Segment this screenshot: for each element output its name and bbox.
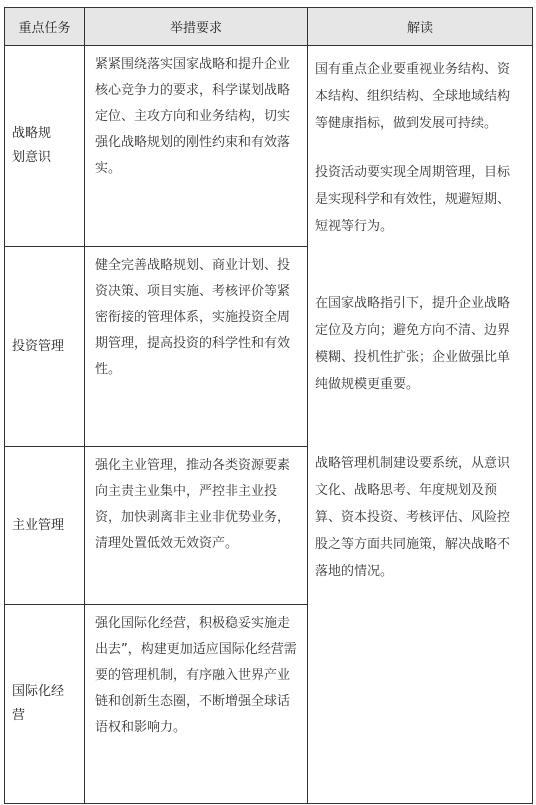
header-interpretation: 解读: [308, 8, 533, 46]
category-line: 投资管理: [12, 338, 65, 354]
interpretation-paragraph: 在国家战略指引下，提升企业战略定位及方向；避免方向不清、边界模糊、投机性扩张；企业做强比单纯做规模更重要。: [315, 296, 511, 392]
category-line: 主业管理: [12, 517, 65, 533]
header-row: [5, 8, 533, 46]
interpretation-paragraph: 国有重点企业要重视业务结构、资本结构、组织结构、全球地域结构等健康指标，做到发展可持续。: [315, 62, 511, 131]
measure-cell: 强化主业管理，推动各类资源要素向主责主业集中，严控非主业投资，加快剥离非主业非优势业务，清理处置低效无效资产。: [85, 447, 308, 605]
measure-cell: 强化国际化经营，积极稳妥实施走出去”，构建更加适应国际化经营需要的管理机制，有序融入世界产业链和创新生态圈，不断增强全球话语权和影响力。: [85, 605, 308, 804]
category-cell: [5, 447, 85, 605]
category-line: 划意识: [12, 150, 52, 165]
category-line: 国际化经: [12, 684, 65, 699]
category-cell: [5, 247, 85, 447]
header-category: 重点任务: [5, 8, 85, 46]
category-cell: [5, 46, 85, 247]
header-measures: 举措要求: [85, 8, 308, 46]
table-row: [5, 46, 533, 247]
measure-cell: 紧紧围绕落实国家战略和提升企业核心竞争力的要求，科学谋划战略定位、主攻方向和业务结构，切实强化战略规划的刚性约束和有效落实。: [85, 46, 308, 247]
interpretation-paragraph: 战略管理机制建设要系统，从意识文化、战略思考、年度规划及预算、资本投资、考核评估、风险控股之等方面共同施策，解决战略不落地的情况。: [315, 456, 511, 579]
measure-cell: 健全完善战略规划、商业计划、投资决策、项目实施、考核评价等紧密衔接的管理体系，实施投资全周期管理，提高投资的科学性和有效性。: [85, 247, 308, 447]
category-line: 营: [12, 708, 26, 723]
interpretation-cell: [308, 46, 533, 804]
strategy-table: [4, 7, 533, 804]
interpretation-paragraph: 投资活动要实现全周期管理，目标是实现科学和有效性，规避短期、短视等行为。: [315, 165, 511, 234]
category-line: 战略规: [12, 126, 52, 141]
category-cell: [5, 605, 85, 804]
